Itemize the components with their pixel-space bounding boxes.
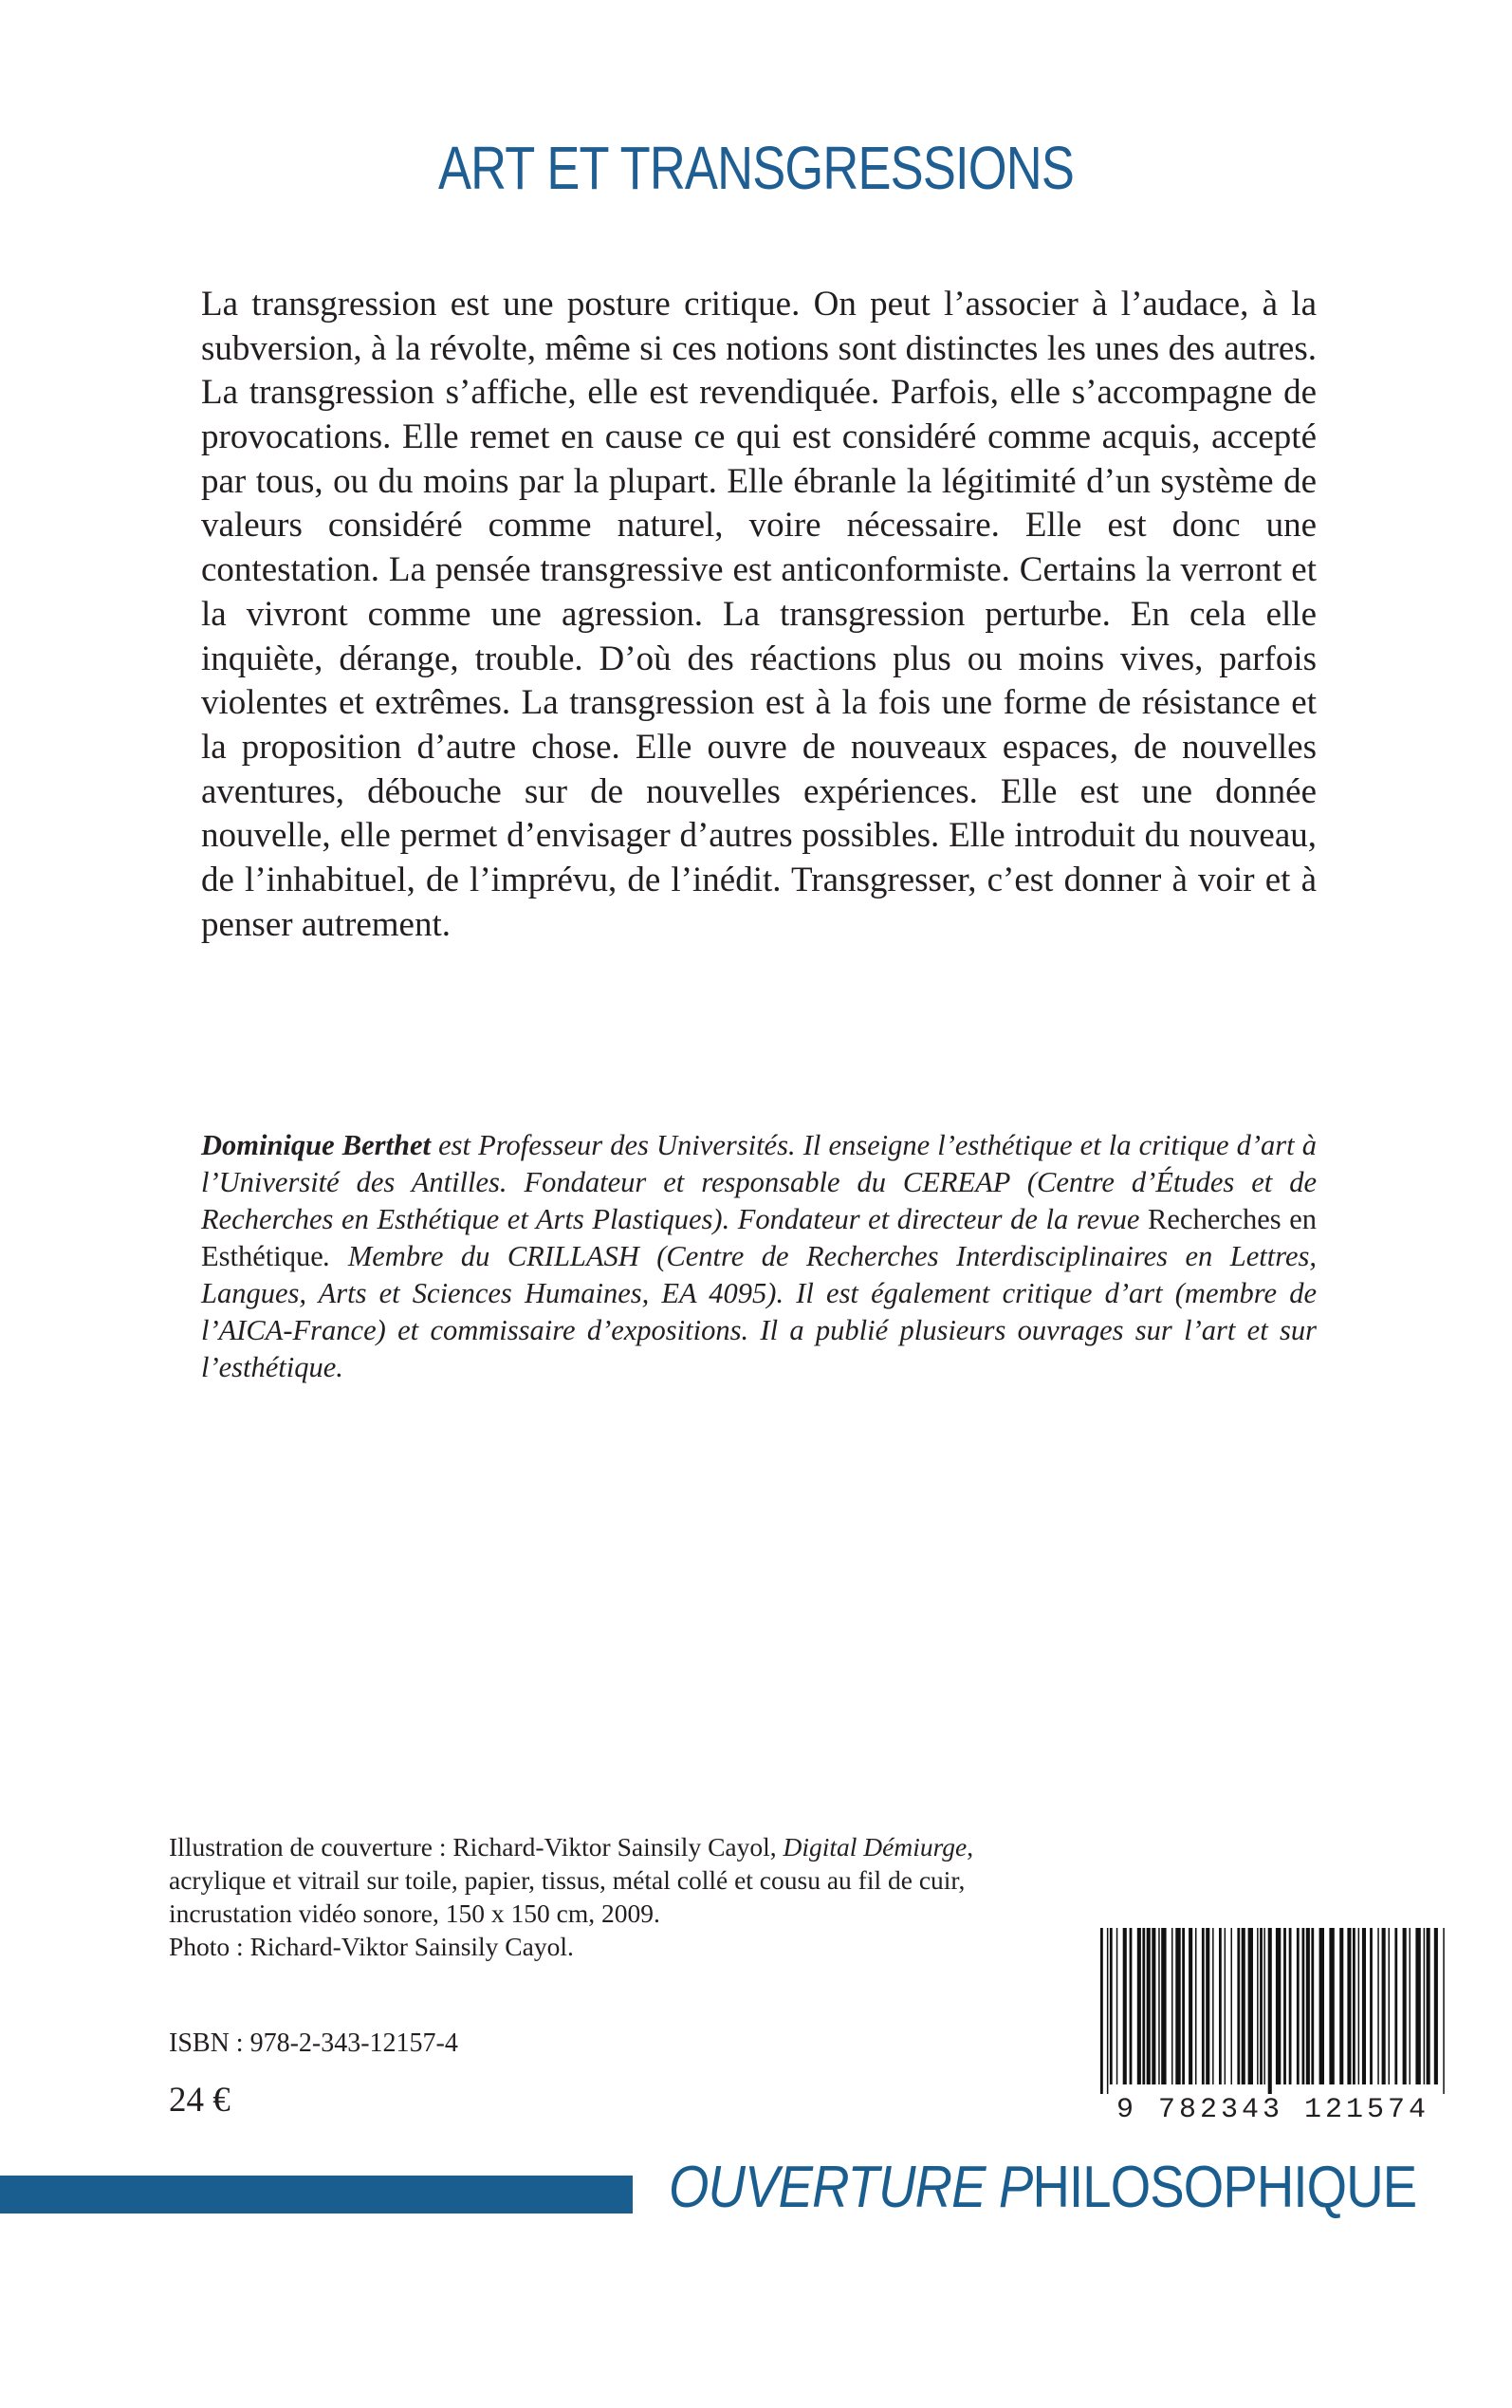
barcode-bar [1403,1928,1407,2084]
barcode-bar [1219,1928,1222,2084]
credit-text-part1: Illustration de couverture : Richard-Viktor Sainsily Cayol, [169,1832,784,1862]
barcode-bar [1237,1928,1240,2084]
barcode-bar [1206,1928,1209,2084]
series-name-part2: P [998,2155,1033,2220]
author-name: Dominique Berthet [201,1129,431,1161]
barcode-bar [1370,1928,1373,2084]
barcode-bar [1242,1928,1245,2084]
barcode-bar [1225,1928,1226,2084]
author-bio [201,1127,1317,1386]
barcode-bar [1152,1928,1155,2084]
back-cover-summary: La transgression est une posture critique. On peut l’associer à l’audace, à la subversion, à la révolte, même si ces notions sont distinctes les unes des autres. La transgression s’affiche, elle est revendiquée. Parfois, elle s’accompagne de provocations. Elle remet en cause ce qui est considéré comme acquis, accepté par tous, ou du moins par la plupart. Elle ébranle la légitimité d’un système de valeurs considéré comme naturel, voire nécessaire. Elle est donc une contestation. La pensée transgressive est anticonformiste. Certains la verront et la vivront comme une agression. La transgression perturbe. En cela elle inquiète, dérange, trouble. D’où des réactions plus ou moins vives, parfois violentes et extrêmes. La transgression est à la fois une forme de résistance et la proposition d’autre chose. Elle ouvre de nouveaux espaces, de nouvelles aventures, débouche sur de nouvelles expériences. Elle est une donnée nouvelle, elle permet d’envisager d’autres possibles. Elle introduit du nouveau, de l’inhabituel, de l’imprévu, de l’inédit. Transgresser, c’est donner à voir et à penser autrement. [201,285,1317,944]
price: 24 € [169,2081,230,2120]
barcode-bar [1302,1928,1305,2084]
barcode-bar [1394,1928,1397,2084]
barcode-bar [1339,1928,1343,2084]
barcode-bar [1116,1928,1118,2084]
barcode-bar [1123,1928,1127,2084]
barcode-bar [1202,1928,1205,2084]
artwork-title: Digital Démiurge [783,1832,968,1862]
barcode-bar [1362,1928,1366,2084]
cover-credit [169,1831,1023,1964]
barcode-bar [1147,1928,1151,2084]
barcode-bar [1231,1928,1233,2084]
barcode-bar [1377,1928,1379,2084]
photo-credit: Photo : Richard-Viktor Sainsily Cayol. [169,1931,574,1961]
barcode-bar [1171,1928,1173,2084]
barcode-bar [1329,1928,1334,2084]
bio-text-part1: est Professeur des Universités. Il enseigne l’esthétique et la critique d’art à l’Université des Antilles. Fondateur et responsable du CEREAP (Centre d’Études et de Recherches en Esthétique et Arts Plastiques). Fondateur et directeur de la revue [201,1129,1318,1236]
barcode-bar [1311,1928,1314,2084]
barcode-bar [1175,1928,1180,2084]
barcode-bar [1158,1928,1160,2084]
barcode-bar [1137,1928,1141,2084]
barcode-bar [1297,1928,1300,2084]
barcode-bar [1424,1928,1426,2084]
bio-text-part2: . Membre du CRILLASH (Centre de Recherches Interdisciplinaires en Lettres, Langues, Arts et Sciences Humaines, EA 4095). Il est également critique d’art (membre de l’AICA-France) et commissaire d’expositions. Il a publié plusieurs ouvrages sur l’art et sur l’esthétique. [201,1240,1317,1384]
barcode-bar [1263,1928,1265,2084]
credit-text-part2: , acrylique et vitrail sur toile, papier, tissus, métal collé et cousu au fil de cuir, incrustation vidéo sonore, 150 x 150 cm, 2009. [169,1832,974,1928]
barcode-bars [1093,1928,1453,2094]
barcode-bar [1389,1928,1391,2084]
barcode-bar [1161,1928,1166,2084]
barcode-bar [1248,1928,1253,2084]
barcode-bar [1268,1928,1272,2094]
series-name-part1: OUVERTURE [669,2155,999,2220]
barcode-bar [1110,1928,1113,2084]
barcode-bar [1358,1928,1360,2084]
barcode-bar [1257,1928,1259,2084]
barcode-bar [1189,1928,1192,2084]
book-title: ART ET TRANSGRESSIONS [437,134,1075,202]
barcode-bar [1142,1928,1145,2084]
barcode-bar [1100,1928,1103,2094]
barcode-bar [1415,1928,1420,2084]
barcode-bar [1107,1928,1109,2094]
barcode-bar [1283,1928,1286,2084]
barcode-bar [1443,1928,1445,2094]
barcode-bar [1427,1928,1430,2084]
barcode [1093,1928,1453,2127]
series-name-part3: HILOSOPHIQUE [1032,2155,1417,2220]
barcode-bar [1347,1928,1351,2084]
barcode-bar [1353,1928,1355,2084]
isbn-number: ISBN : 978-2-343-12157-4 [169,2028,458,2058]
barcode-bar [1382,1928,1386,2084]
barcode-bar [1319,1928,1324,2084]
barcode-bar [1195,1928,1197,2084]
barcode-digits: 9 782343 121574 [1116,2094,1430,2126]
series-name [669,2154,1417,2221]
barcode-bar [1434,1928,1438,2084]
journal-name: Recherches en Esthétique [201,1203,1318,1273]
barcode-bar [1182,1928,1185,2084]
barcode-bar [1276,1928,1281,2084]
series-color-bar [0,2176,633,2214]
barcode-bar [1306,1928,1310,2084]
barcode-bar [1289,1928,1292,2084]
barcode-bar [1130,1928,1133,2084]
barcode-bar [1260,1928,1263,2084]
barcode-bar [1212,1928,1214,2084]
barcode-bar [1410,1928,1411,2084]
